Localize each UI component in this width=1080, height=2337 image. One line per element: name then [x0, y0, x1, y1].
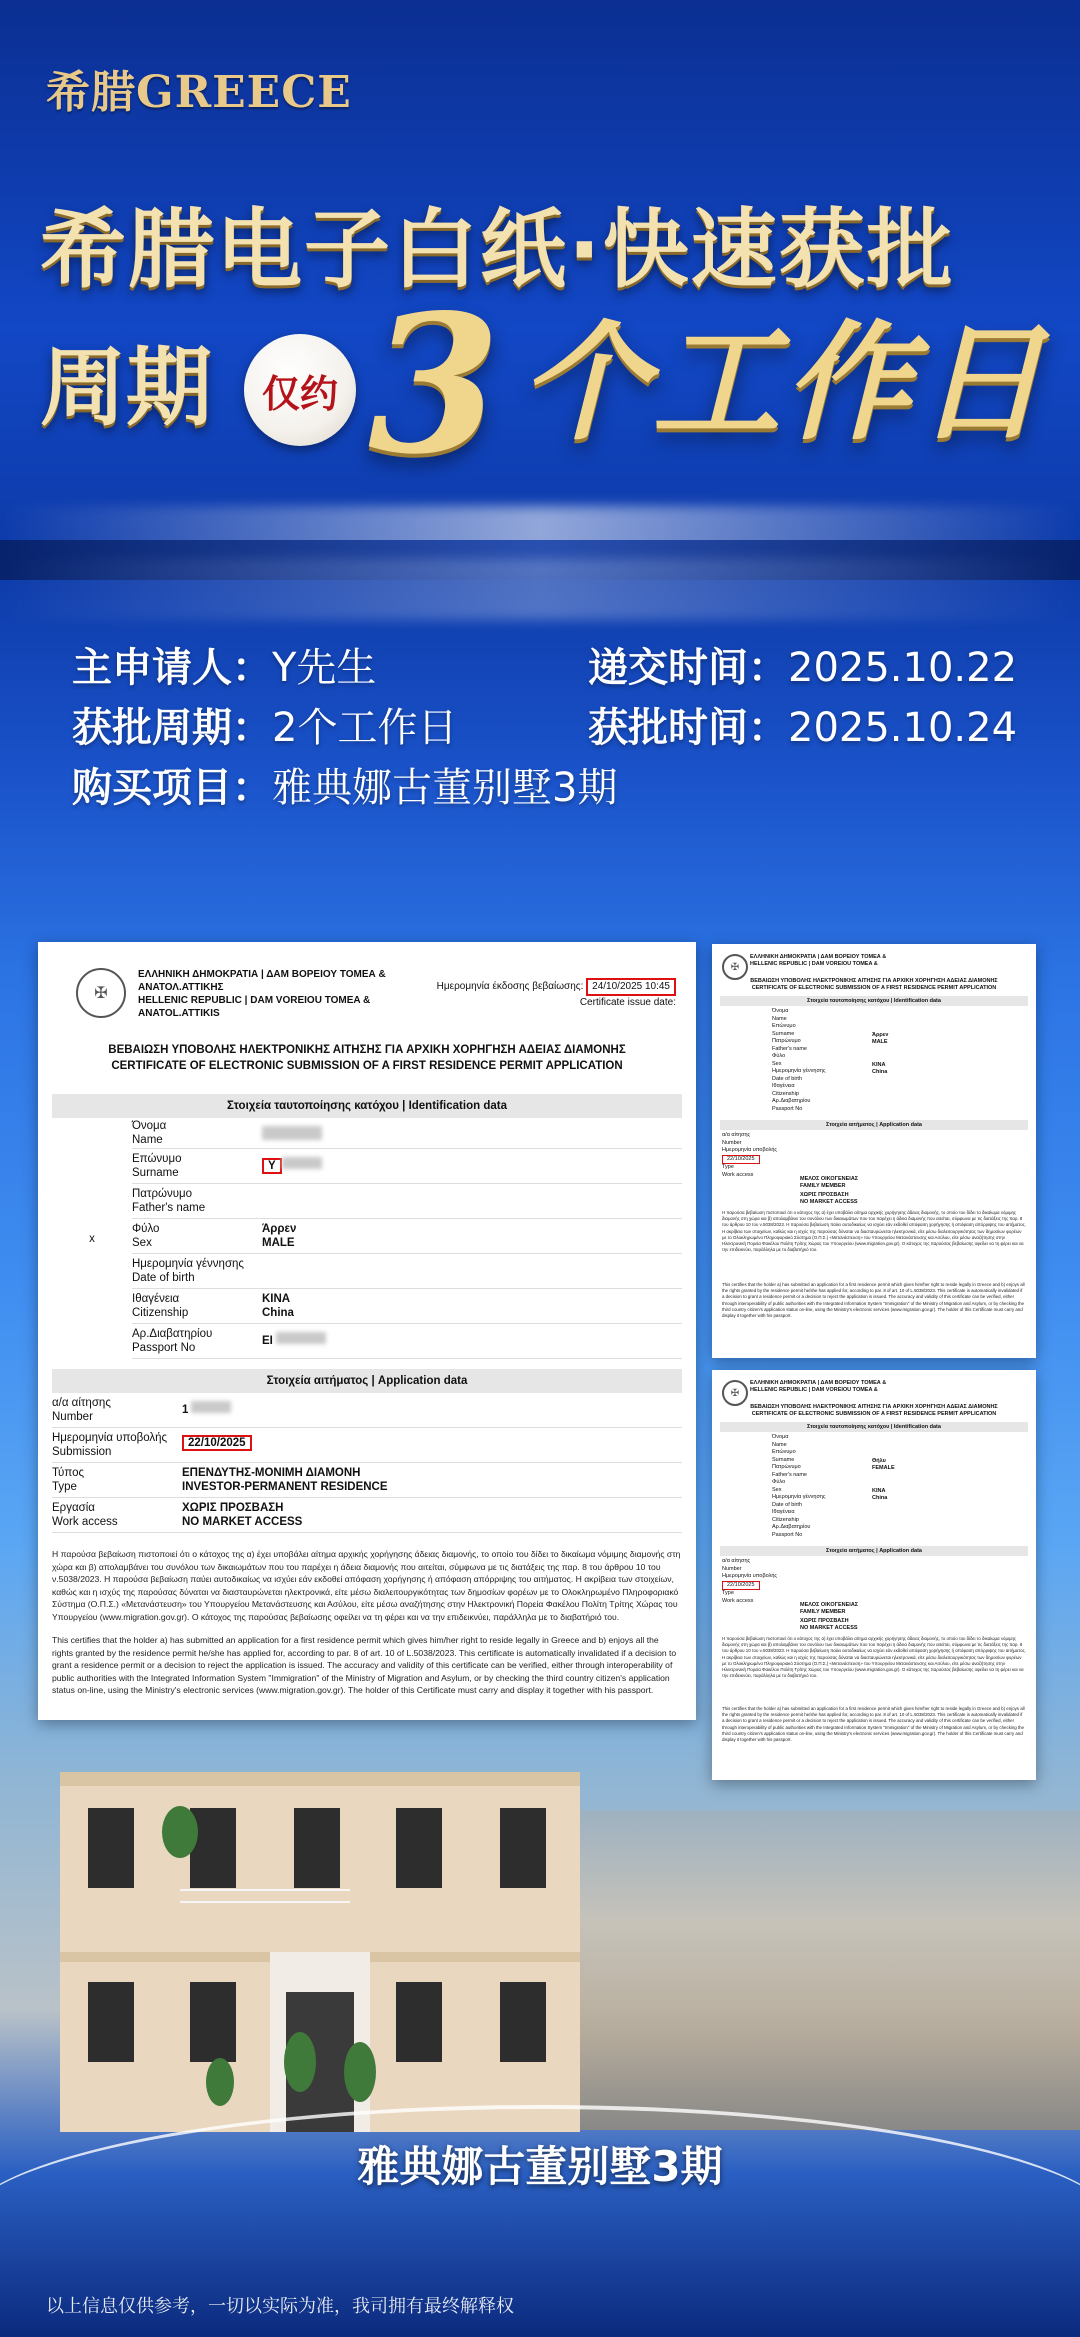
type-value: ΕΠΕΝΔΥΤΗΣ-ΜΟΝΙΜΗ ΔΙΑΜΟΝΗ INVESTOR-PERMANENT RESIDENCE: [182, 1467, 388, 1493]
submit-row: [588, 636, 1017, 693]
citizenship-value: KINA China: [872, 1488, 888, 1501]
row-label: Sex: [772, 1486, 782, 1493]
row-label: Αρ.Διαβατηρίου: [772, 1524, 811, 1530]
row-label: Date of birth: [772, 1501, 802, 1508]
label-gr: Φύλο: [132, 1223, 160, 1235]
id-section-header: Στοιχεία ταυτοποίησης κατόχου | Identification data: [52, 1094, 682, 1118]
approve-row: [588, 696, 1017, 753]
cert-title-gr: ΒΕΒΑΙΩΣΗ ΥΠΟΒΟΛΗΣ ΗΛΕΚΤΡΟΝΙΚΗΣ ΑΙΤΗΣΗΣ ΓΙΑ ΑΡΧΙΚΗ ΧΟΡΗΓΗΣΗ ΑΔΕΙΑΣ ΔΙΑΜΟΝΗΣ: [108, 1044, 626, 1056]
row-label: α/α αίτησης: [722, 1558, 751, 1564]
app-value: [182, 1393, 682, 1427]
row-label: Date of birth: [772, 1075, 802, 1082]
row-label: Ημερομηνία υποβολής: [722, 1147, 778, 1153]
label-en: Passport No: [132, 1342, 196, 1354]
label-en: Work access: [52, 1516, 118, 1528]
label-en: Name: [132, 1134, 163, 1146]
cert-title-en: CERTIFICATE OF ELECTRONIC SUBMISSION OF A FIRST RESIDENCE PERMIT APPLICATION: [111, 1060, 623, 1072]
id-row-passport: [132, 1324, 682, 1359]
issuer-en-1: HELLENIC REPUBLIC | DAM VOREIOU TOMEA &: [750, 1387, 878, 1393]
label-gr: α/α αίτησης: [52, 1397, 111, 1409]
submission-value: 22/10/2025: [182, 1435, 252, 1451]
headline-big-number: 3: [368, 273, 501, 496]
label-gr: Ημερομηνία υποβολής: [52, 1432, 168, 1444]
small-certificate-1: [712, 944, 1036, 1358]
cert-paragraph-gr: Η παρούσα βεβαίωση πιστοποιεί ότι ο κάτοχος της α) έχει υποβάλει αίτημα αρχικής χορήγησης άδειας διαμονής, το οποίο του δίδει το δικαίωμα νόμιμης διαμονής στη χώρα και β) απολαμβάνει του συνόλου των δικαιωμάτων που του παρέχει η άδεια διαμονής που αιτείται, σύμφωνα με τις διατάξεις της παρ. 8 του άρθρου 10 του ν.5038/2023. Η παρούσα βεβαίωση παύει αυτοδικαίως να ισχύει εάν εκδοθεί απόφαση χορήγησης ή απόφαση απόρριψης του αιτήματος. Η ακρίβεια των στοιχείων, καθώς και η ισχύς της παρούσας δύναται να διασταυρώνεται ηλεκτρονικά, είτε μέσω διαλειτουργικότητας των δημοσίων φορέων με το Ολοκληρωμένο Πληροφοριακό Σύστημα (Ο.Π.Σ.) «Μετανάστευση» του Υπουργείου Μετανάστευσης και Ασύλου, είτε μέσω αναζήτησης στην Ηλεκτρονική Πορεία Φακέλου Πολίτη Τρίτης Χώρας του Υπουργείου (www.migration.gov.gr). Ο κάτοχος της παρούσας βεβαίωσης οφείλει να τη φέρει και να την επιδεικνύει, παράλληλα με το διαβατήριό του.: [52, 1549, 681, 1622]
cycle-label: 获批周期：: [72, 705, 272, 751]
row-label: Φύλο: [772, 1479, 786, 1485]
app-row-number: [52, 1393, 682, 1428]
greek-emblem-icon: ✠: [722, 954, 748, 980]
row-label: Αρ.Διαβατηρίου: [772, 1098, 811, 1104]
id-table: [52, 1094, 682, 1533]
type-value: ΜΕΛΟΣ ΟΙΚΟΓΕΝΕΙΑΣ FAMILY MEMBER: [800, 1602, 859, 1615]
id-section-header: Στοιχεία ταυτοποίησης κατόχου | Identification data: [720, 1422, 1028, 1432]
issuer-block: [750, 1380, 886, 1394]
row-label: Name: [772, 1441, 787, 1448]
row-label: Επώνυμο: [772, 1023, 796, 1029]
id-body: [52, 1118, 682, 1359]
id-label: [132, 1254, 332, 1288]
work-value: ΧΩΡΙΣ ΠΡΟΣΒΑΣΗ NO MARKET ACCESS: [800, 1618, 858, 1631]
id-row-dob: [132, 1254, 682, 1289]
issuer-block: [138, 968, 386, 1020]
id-row-father: [132, 1184, 682, 1219]
app-rows-small: [722, 1132, 1022, 1179]
cert-paragraph-en: This certifies that the holder a) has submitted an application for a first residence permit which gives him/her right to reside legally in Greece and b) enjoys all the rights granted by the residence permit he/she has applied for, according to par. 8 of art. 10 of L.5038/2023. This certificate is automatically invalidated if a decision to grant a residence permit or a decision to reject the application is issued. The accuracy and validity of this certificate can be verified, either through interoperability of public authorities with the Integrated Information System "Immigration" of the Ministry of Migration and Asylum, or by checking the third country citizen's application status on-line, using the Ministry's electronic services (www.migration.gov.gr). The holder of this Certificate must carry and display it together with his passport.: [722, 1282, 1025, 1319]
work-value: ΧΩΡΙΣ ΠΡΟΣΒΑΣΗ NO MARKET ACCESS: [182, 1502, 303, 1528]
sex-value: Άρρεν MALE: [262, 1223, 297, 1249]
sex-value: Θήλυ FEMALE: [872, 1458, 895, 1471]
submit-value: 2025.10.22: [788, 645, 1018, 691]
app-label: [52, 1498, 182, 1532]
app-label: [52, 1428, 182, 1462]
row-label: Ιθαγένεια: [772, 1083, 795, 1089]
applicant-value: Y先生: [272, 645, 377, 691]
row-label: Name: [772, 1015, 787, 1022]
id-rows-small: [772, 1434, 1022, 1539]
row-label: Passport No: [772, 1531, 803, 1538]
cycle-row: [72, 696, 457, 753]
id-label: [132, 1324, 262, 1358]
label-gr: Αρ.Διαβατηρίου: [132, 1328, 213, 1340]
id-value: [262, 1184, 682, 1218]
row-label: Number: [722, 1139, 742, 1146]
app-row-type: [52, 1463, 682, 1498]
app-rows-small: [722, 1558, 1022, 1605]
id-label: [132, 1289, 262, 1323]
app-section-header: Στοιχεία αιτήματος | Application data: [720, 1546, 1028, 1556]
issuer-block: [750, 954, 886, 968]
label-en: Date of birth: [132, 1272, 195, 1284]
cert-title-en: CERTIFICATE OF ELECTRONIC SUBMISSION OF A FIRST RESIDENCE PERMIT APPLICATION: [751, 985, 997, 991]
row-label: α/α αίτησης: [722, 1132, 751, 1138]
sex-value: Άρρεν MALE: [872, 1032, 889, 1045]
app-value: [182, 1428, 682, 1462]
cert-paragraph-en: This certifies that the holder a) has submitted an application for a first residence permit which gives him/her right to reside legally in Greece and b) enjoys all the rights granted by the residence permit he/she has applied for, according to par. 8 of art. 10 of L.5038/2023. This certificate is automatically invalidated if a decision to grant a residence permit or a decision to reject the application is issued. The accuracy and validity of this certificate can be verified, either through interoperability of public authorities with the Integrated Information System "Immigration" of the Ministry of Migration and Asylum, or by checking the third country citizen's application status on-line, using the Ministry's electronic services (www.migration.gov.gr). The holder of this Certificate must carry and display it together with his passport.: [722, 1706, 1025, 1743]
id-rows: [132, 1118, 682, 1359]
issuer-gr-1: ΕΛΛΗΝΙΚΗ ΔΗΜΟΚΡΑΤΙΑ | ΔΑΜ ΒΟΡΕΙΟΥ ΤΟΜΕΑ &: [138, 969, 386, 980]
athens-city-photo: [540, 1810, 1080, 2130]
id-row-citizenship: [132, 1289, 682, 1324]
label-gr: Επώνυμο: [132, 1153, 182, 1165]
row-label: Επώνυμο: [772, 1449, 796, 1455]
id-row-surname: [132, 1149, 682, 1184]
small-certificate-2: [712, 1370, 1036, 1780]
submission-value: 22/10/2025: [722, 1155, 760, 1165]
citizenship-value: KINA China: [262, 1293, 294, 1319]
id-value: [262, 1149, 682, 1183]
villa-building-illustration: [40, 1772, 600, 2132]
id-label: [132, 1149, 262, 1183]
issue-date-block: [437, 978, 676, 1010]
app-row-submission: [52, 1428, 682, 1463]
row-label: Citizenship: [772, 1090, 799, 1097]
issue-date-value: 24/10/2025 10:45: [586, 978, 676, 996]
headline-line1: 希腊电子白纸·快速获批: [40, 200, 955, 300]
approve-value: 2025.10.24: [788, 705, 1018, 751]
label-gr: Όνομα: [132, 1120, 167, 1132]
project-row: [72, 756, 617, 813]
app-section-header: Στοιχεία αιτήματος | Application data: [52, 1369, 682, 1393]
label-en: Number: [52, 1411, 93, 1423]
brand-logo: 希腊GREECE: [46, 67, 352, 118]
redacted-block: [282, 1157, 322, 1169]
issuer-en-1: HELLENIC REPUBLIC | DAM VOREIOU TOMEA &: [750, 961, 878, 967]
issuer-en-1: HELLENIC REPUBLIC | DAM VOREIOU TOMEA &: [138, 995, 371, 1006]
issuer-gr-1: ΕΛΛΗΝΙΚΗ ΔΗΜΟΚΡΑΤΙΑ | ΔΑΜ ΒΟΡΕΙΟΥ ΤΟΜΕΑ &: [750, 1380, 887, 1386]
issuer-gr-2: ΑΝΑΤΟΛ.ΑΤΤΙΚΗΣ: [138, 982, 224, 993]
row-label: Φύλο: [772, 1053, 786, 1059]
citizenship-value: KINA China: [872, 1062, 888, 1075]
submission-value: 22/10/2025: [722, 1581, 760, 1591]
only-about-badge: 仅约: [244, 334, 356, 446]
number-value: 1: [182, 1404, 189, 1416]
row-label: Ημερομηνία υποβολής: [722, 1573, 778, 1579]
id-label: [132, 1219, 262, 1253]
issuer-en-2: ANATOL.ATTIKIS: [138, 1008, 220, 1019]
issue-date-en: Certificate issue date:: [579, 997, 676, 1008]
id-row-name: [132, 1118, 682, 1149]
type-value: ΜΕΛΟΣ ΟΙΚΟΓΕΝΕΙΑΣ FAMILY MEMBER: [800, 1176, 859, 1189]
cycle-value: 2个工作日: [272, 705, 458, 751]
project-label: 购买项目：: [72, 765, 272, 811]
cert-title-gr: ΒΕΒΑΙΩΣΗ ΥΠΟΒΟΛΗΣ ΗΛΕΚΤΡΟΝΙΚΗΣ ΑΙΤΗΣΗΣ ΓΙΑ ΑΡΧΙΚΗ ΧΟΡΗΓΗΣΗ ΑΔΕΙΑΣ ΔΙΑΜΟΝΗΣ: [750, 1404, 998, 1410]
issuer-gr-1: ΕΛΛΗΝΙΚΗ ΔΗΜΟΚΡΑΤΙΑ | ΔΑΜ ΒΟΡΕΙΟΥ ΤΟΜΕΑ &: [750, 954, 887, 960]
work-value: ΧΩΡΙΣ ΠΡΟΣΒΑΣΗ NO MARKET ACCESS: [800, 1192, 858, 1205]
cert-paragraph-en: This certifies that the holder a) has submitted an application for a first residence permit which gives him/her right to reside legally in Greece and b) enjoys all the rights granted by the residence permit he/she has applied for, according to par. 8 of art. 10 of L.5038/2023. This certificate is automatically invalidated if a decision to grant a residence permit or a decision to reject the application is issued. The accuracy and validity of this certificate can be verified, either through interoperability of public authorities with the Integrated Information System "Immigration" of the Ministry of Migration and Asylum, or by checking the third country citizen's application status on-line, using the Ministry's electronic services (www.migration.gov.gr). The holder of this Certificate must carry and display it together with his passport.: [52, 1635, 677, 1695]
greek-emblem-icon: ✠: [76, 968, 126, 1018]
row-label: Father's name: [772, 1045, 807, 1052]
row-label: Όνομα: [772, 1008, 789, 1014]
surname-value: Y: [262, 1158, 282, 1174]
row-label: Όνομα: [772, 1434, 789, 1440]
app-label: [52, 1463, 182, 1497]
row-label: Type: [722, 1164, 734, 1170]
label-en: Type: [52, 1481, 77, 1493]
row-label: Surname: [772, 1456, 795, 1463]
headline-big-suffix: 个工作日: [520, 309, 1049, 458]
greek-emblem-icon: ✠: [722, 1380, 748, 1406]
row-label: Number: [722, 1565, 742, 1572]
cert-title: [712, 978, 1036, 992]
row-label: Father's name: [772, 1471, 807, 1478]
row-label: Sex: [772, 1060, 782, 1067]
label-gr: Ιθαγένεια: [132, 1293, 180, 1305]
cert-title-en: CERTIFICATE OF ELECTRONIC SUBMISSION OF A FIRST RESIDENCE PERMIT APPLICATION: [751, 1411, 997, 1417]
issue-date-gr: Ημερομηνία έκδοσης βεβαίωσης:: [436, 981, 584, 992]
cert-paragraph-gr: Η παρούσα βεβαίωση πιστοποιεί ότι ο κάτοχος της α) έχει υποβάλει αίτημα αρχικής χορήγησης άδειας διαμονής, το οποίο του δίδει το δικαίωμα νόμιμης διαμονής στη χώρα και β) απολαμβάνει του συνόλου των δικαιωμάτων που του παρέχει η άδεια διαμονής που αιτείται, σύμφωνα με τις διατάξεις της παρ. 8 του άρθρου 10 του ν.5038/2023. Η παρούσα βεβαίωση παύει αυτοδικαίως να ισχύει εάν εκδοθεί απόφαση χορήγησης ή απόφαση απόρριψης του αιτήματος. Η ακρίβεια των στοιχείων, καθώς και η ισχύς της παρούσας δύναται να διασταυρώνεται ηλεκτρονικά, είτε μέσω διαλειτουργικότητας των δημοσίων φορέων με το Ολοκληρωμένο Πληροφοριακό Σύστημα (Ο.Π.Σ.) «Μετανάστευση» του Υπουργείου Μετανάστευσης και Ασύλου, είτε μέσω αναζήτησης στην Ηλεκτρονική Πορεία Φακέλου Πολίτη Τρίτης Χώρας του Υπουργείου (www.migration.gov.gr). Ο κάτοχος της παρούσας βεβαίωσης οφείλει να τη φέρει και να την επιδεικνύει, παράλληλα με το διαβατήριό του.: [722, 1210, 1026, 1253]
id-row-sex: [132, 1219, 682, 1254]
row-label: Πατρώνυμο: [772, 1038, 801, 1044]
cert-title: [712, 1404, 1036, 1418]
light-streak: [0, 560, 1080, 620]
redacted-block: [262, 1126, 322, 1140]
row-label: Type: [722, 1590, 734, 1596]
property-caption: 雅典娜古董别墅3期: [357, 2142, 723, 2191]
id-rows-small: [772, 1008, 1022, 1113]
row-label: Ημερομηνία γέννησης: [772, 1068, 826, 1074]
passport-value: EI: [262, 1335, 273, 1347]
approve-label: 获批时间：: [588, 705, 788, 751]
submit-label: 递交时间：: [588, 645, 788, 691]
label-en: Sex: [132, 1237, 152, 1249]
disclaimer: 以上信息仅供参考，一切以实际为准，我司拥有最终解释权: [46, 2296, 514, 2317]
row-label: Work access: [722, 1597, 754, 1604]
app-label: [52, 1393, 182, 1427]
row-label: Ιθαγένεια: [772, 1509, 795, 1515]
app-section-header: Στοιχεία αιτήματος | Application data: [720, 1120, 1028, 1130]
id-value: [262, 1118, 682, 1148]
project-value: 雅典娜古董别墅3期: [272, 765, 618, 811]
row-label: Work access: [722, 1171, 754, 1178]
label-gr: Πατρώνυμο: [132, 1188, 193, 1200]
redacted-block: [276, 1332, 326, 1344]
photo-cell: x: [89, 1232, 95, 1245]
row-label: Ημερομηνία γέννησης: [772, 1494, 826, 1500]
applicant-label: 主申请人：: [72, 645, 272, 691]
label-gr: Τύπος: [52, 1467, 85, 1479]
id-label: [132, 1118, 262, 1148]
row-label: Πατρώνυμο: [772, 1464, 801, 1470]
id-label: [132, 1184, 262, 1218]
label-en: Surname: [132, 1167, 179, 1179]
row-label: Passport No: [772, 1105, 803, 1112]
label-en: Submission: [52, 1446, 112, 1458]
cert-title-gr: ΒΕΒΑΙΩΣΗ ΥΠΟΒΟΛΗΣ ΗΛΕΚΤΡΟΝΙΚΗΣ ΑΙΤΗΣΗΣ ΓΙΑ ΑΡΧΙΚΗ ΧΟΡΗΓΗΣΗ ΑΔΕΙΑΣ ΔΙΑΜΟΝΗΣ: [750, 978, 998, 984]
headline-prefix: 周期: [40, 338, 212, 438]
row-label: Citizenship: [772, 1516, 799, 1523]
label-en: Citizenship: [132, 1307, 189, 1319]
label-gr: Ημερομηνία γέννησης: [132, 1258, 244, 1270]
label-en: Father's name: [132, 1202, 206, 1214]
id-value: [262, 1324, 682, 1358]
label-gr: Εργασία: [52, 1502, 95, 1514]
row-label: Surname: [772, 1030, 795, 1037]
redacted-block: [191, 1401, 231, 1413]
id-value: [332, 1254, 682, 1288]
id-section-header: Στοιχεία ταυτοποίησης κατόχου | Identification data: [720, 996, 1028, 1006]
applicant-row: [72, 636, 376, 693]
app-row-work: [52, 1498, 682, 1533]
main-certificate: [38, 942, 696, 1720]
cert-title: [38, 1042, 696, 1074]
cert-paragraph-gr: Η παρούσα βεβαίωση πιστοποιεί ότι ο κάτοχος της α) έχει υποβάλει αίτημα αρχικής χορήγησης άδειας διαμονής, το οποίο του δίδει το δικαίωμα νόμιμης διαμονής στη χώρα και β) απολαμβάνει του συνόλου των δικαιωμάτων που του παρέχει η άδεια διαμονής που αιτείται, σύμφωνα με τις διατάξεις της παρ. 8 του άρθρου 10 του ν.5038/2023. Η παρούσα βεβαίωση παύει αυτοδικαίως να ισχύει εάν εκδοθεί απόφαση χορήγησης ή απόφαση απόρριψης του αιτήματος. Η ακρίβεια των στοιχείων, καθώς και η ισχύς της παρούσας δύναται να διασταυρώνεται ηλεκτρονικά, είτε μέσω διαλειτουργικότητας των δημοσίων φορέων με το Ολοκληρωμένο Πληροφοριακό Σύστημα (Ο.Π.Σ.) «Μετανάστευση» του Υπουργείου Μετανάστευσης και Ασύλου, είτε μέσω αναζήτησης στην Ηλεκτρονική Πορεία Φακέλου Πολίτη Τρίτης Χώρας του Υπουργείου (www.migration.gov.gr). Ο κάτοχος της παρούσας βεβαίωσης οφείλει να τη φέρει και να την επιδεικνύει, παράλληλα με το διαβατήριό του.: [722, 1636, 1026, 1679]
